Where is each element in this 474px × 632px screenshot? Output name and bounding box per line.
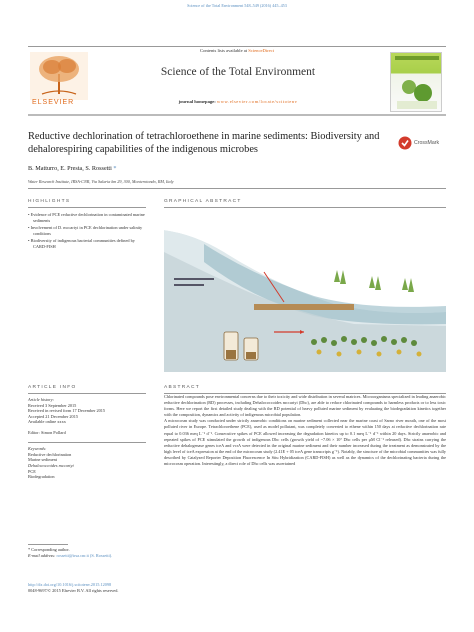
sciencedirect-link[interactable]: ScienceDirect xyxy=(248,48,274,53)
journal-cover-thumbnail xyxy=(390,52,442,112)
abstract-heading: ABSTRACT xyxy=(164,385,200,390)
contents-prefix: Contents lists available at xyxy=(200,48,249,53)
highlight-item: • Evidence of PCE reductive dechlorination in contaminated marine sediments xyxy=(28,212,145,224)
revised-date: Received in revised form 17 December 2015 xyxy=(28,408,106,414)
email-label: E-mail address: xyxy=(28,553,56,559)
divider xyxy=(28,442,146,443)
abstract-paragraph: A microcosm study was conducted under strictly anaerobic conditions on marine sediment collected near the marine coast of Sarno river mouth, one of the most polluted river in Europe. Tetrachloroethene (PCE), used as model pollutant, was completely converted to ethene within 150 days at reductive dechlorination rate equal to 0.036 meq L⁻¹ d⁻¹. Consecutive spikes of PCE allowed increasing the degradation kinetics up to 0.1 meq L⁻¹ d⁻¹ within 20 days. Strictly anaerobic and repeated spikes of PCE stimulated the growth of indigenous Dhc cells (growth yield of ~7.06 × 10⁷ Dhc cells per μM Cl⁻¹ released). Dhc strains carrying the reductive dehalogenase genes tceA and vcrA were detected in the original marine sediment and their number increased during the treatment as demonstrated by the high level of tceA expression at the end of the microcosm study (2.41E + 05 tceA gene transcripts g⁻¹). Notably, the structure of the microbial communities was fully described by Catalyzed Reporter Deposition Fluorescence In Situ Hybridization (CARD-FISH) as well as the dynamics of the dechlorinating bacteria during the microcosm operation. Interestingly, a direct role of Dhc cells was ascertained xyxy=(164,418,446,467)
divider xyxy=(28,393,146,394)
abstract-paragraph: Chlorinated compounds pose environmental concerns due to their toxicity and wide distribution in several matrices. Microorganisms specialized in leading anaerobic reductive dechlorination (RD) processes, including Dehalococcoides mccartyi (Dhc), are able to reduce chlorinated compounds to harmless products or to less toxic forms. Here we report the first detailed study dealing with the RD potential of heavy polluted marine sediment by evaluating the biodegradation kinetics together with the composition, dynamics and activity of indigenous microbial population. xyxy=(164,394,446,418)
keyword: Biodegradation xyxy=(28,474,55,480)
doi-link[interactable]: http://dx.doi.org/10.1016/j.scitotenv.2015.12098 xyxy=(28,582,112,587)
highlight-item: • Biodiversity of indigenous bacterial communities defined by CARD-FISH xyxy=(28,237,135,250)
elsevier-tree-logo xyxy=(30,52,88,100)
accepted-date: Accepted 21 December 2015 xyxy=(28,413,78,419)
keyword: Dehalococcoides mccartyi xyxy=(28,462,74,468)
divider xyxy=(164,207,446,208)
author-list: B. Matturro, E. Presta, S. Rossetti * xyxy=(28,165,117,172)
masthead xyxy=(28,46,446,116)
affiliation: Water Research Institute, IRSA-CNR, Via Salaria km 29, 300, Monterotondo, RM, Italy xyxy=(28,179,174,184)
elsevier-wordmark: ELSEVIER xyxy=(32,99,75,106)
graphical-abstract-figure xyxy=(164,212,446,372)
highlights-heading: HIGHLIGHTS xyxy=(28,199,71,204)
doi-block xyxy=(28,582,118,595)
keyword: PCE xyxy=(28,468,36,474)
journal-name: Science of the Total Environment xyxy=(160,66,316,78)
cover-art xyxy=(391,53,443,113)
keyword: Reductive dechlorination xyxy=(28,451,72,457)
highlight-item: • Involvement of D. mccartyi in PCE dechlorination under salinity conditions xyxy=(28,224,143,237)
homepage-url[interactable]: www.elsevier.com/locate/scitotenv xyxy=(216,99,298,104)
editor: Editor: Simon Pollard xyxy=(28,429,66,435)
divider xyxy=(28,188,446,189)
citation-line: Science of the Total Environment 548–549 (2016) 445–453 xyxy=(187,3,287,8)
crossmark-label: CrossMark xyxy=(414,140,440,146)
authors-text: B. Matturro, E. Presta, S. Rossetti xyxy=(28,165,112,172)
article-info-heading: ARTICLE INFO xyxy=(28,385,77,390)
divider xyxy=(28,207,146,208)
keywords-label: Keywords: xyxy=(28,446,47,452)
article-info-block xyxy=(28,397,146,480)
article-title: Reductive dechlorination of tetrachloroethene in marine sediments: Biodiversity and dehalorespiring capabilities of the indigenous microbes xyxy=(28,131,380,155)
footnote-marker: * Corresponding author. xyxy=(28,547,70,552)
author-email[interactable]: rossetti@irsa.cnr.it (S. Rossetti). xyxy=(56,553,113,559)
received-date: Received 3 September 2015 xyxy=(28,402,77,408)
abstract-body xyxy=(164,394,446,467)
footnote-rule xyxy=(28,544,68,545)
issn-copyright: 0048-9697/© 2015 Elsevier B.V. All rights reserved. xyxy=(28,588,119,594)
corresponding-author-note xyxy=(28,547,112,559)
crossmark-icon xyxy=(398,136,412,150)
graphical-abstract-heading: GRAPHICAL ABSTRACT xyxy=(164,199,242,204)
keyword: Marine sediment xyxy=(28,457,57,463)
history-label: Article history: xyxy=(28,397,55,402)
homepage-prefix: journal homepage: xyxy=(178,99,217,104)
online-date: Available online xxxx xyxy=(28,419,66,425)
journal-homepage xyxy=(118,99,358,104)
highlights-list xyxy=(28,212,146,251)
